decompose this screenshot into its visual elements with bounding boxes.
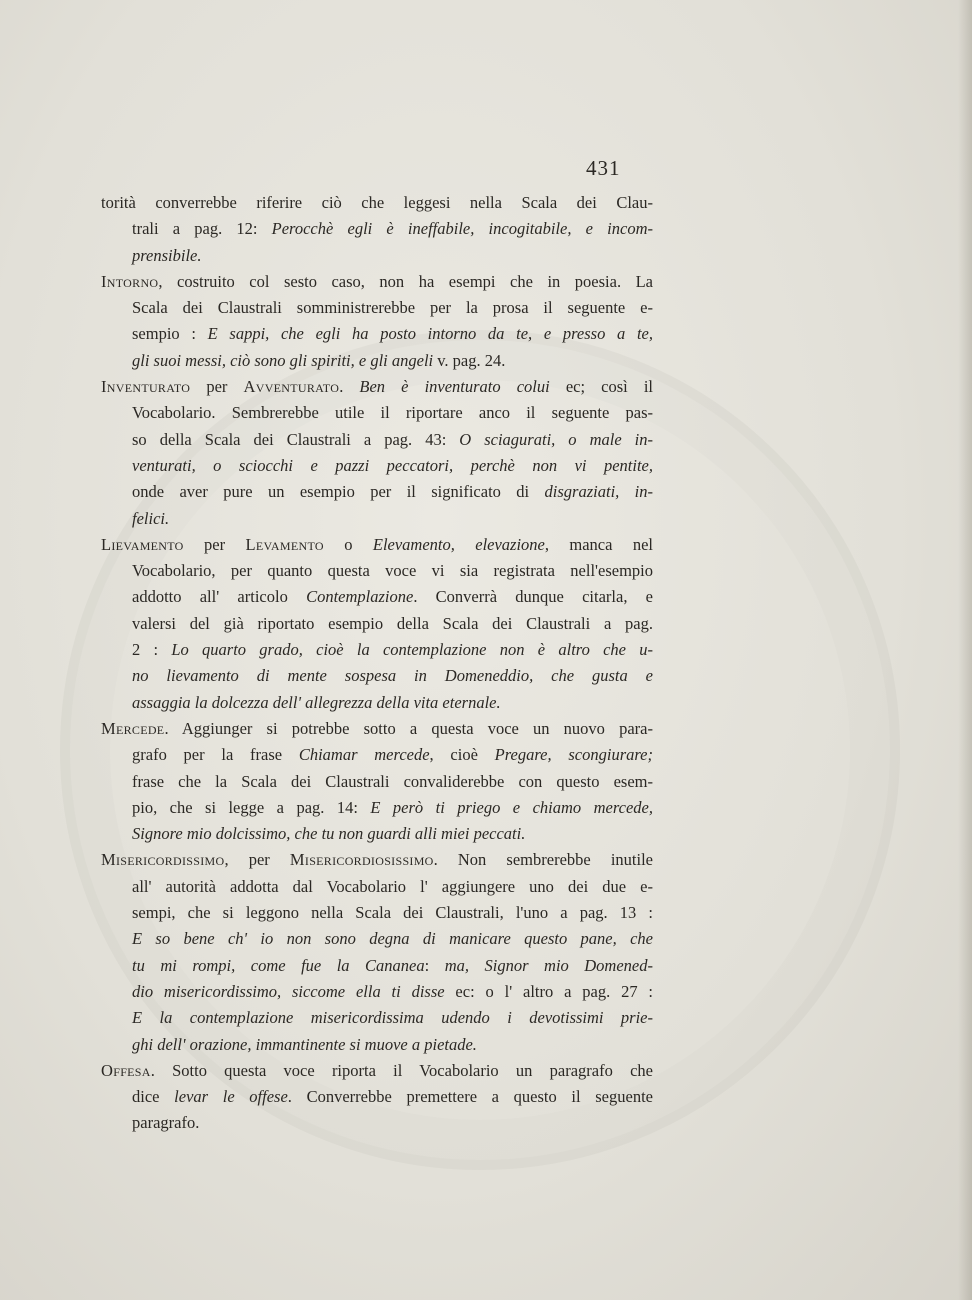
italic-quote: ghi dell' orazione, immantinente si muove a pietade. bbox=[132, 1034, 477, 1054]
italic-quote: gli suoi messi, ciò sono gli spiriti, e gli angeli bbox=[132, 350, 434, 370]
text-line bbox=[101, 953, 653, 979]
text-run: , costruito col sesto caso, non ha esempi che in poesia. La bbox=[158, 271, 653, 291]
italic-quote: levar le offese bbox=[174, 1087, 288, 1107]
italic-quote: Signore mio dolcissimo, che tu non guardi alli miei peccati. bbox=[132, 824, 526, 844]
text-run: . Sotto questa voce riporta il Vocabolario un paragrafo che bbox=[150, 1060, 653, 1080]
text-line bbox=[101, 1058, 653, 1084]
dictionary-entry bbox=[101, 269, 653, 374]
text-run: per bbox=[183, 534, 246, 554]
italic-quote: Chiamar mercede bbox=[298, 745, 430, 765]
dictionary-entry bbox=[101, 716, 653, 847]
italic-quote: Contemplazione bbox=[306, 587, 414, 607]
italic-quote: dio misericordissimo, siccome ella ti disse bbox=[132, 981, 445, 1001]
text-line bbox=[101, 900, 653, 926]
italic-quote: assaggia la dolcezza dell' allegrezza della vita eternale. bbox=[132, 692, 501, 712]
text-run: trali a pag. 12: bbox=[132, 219, 272, 239]
italic-quote: disgraziati, in- bbox=[544, 482, 653, 502]
italic-quote: tu mi rompi, come fue la Cananea bbox=[132, 955, 425, 975]
text-line bbox=[101, 532, 653, 558]
italic-quote: ma, Signor mio Domened- bbox=[444, 955, 653, 975]
text-run: ec: o l' altro a pag. 27 : bbox=[444, 981, 653, 1001]
headword: Levamento bbox=[245, 534, 324, 554]
text-run: , per bbox=[224, 850, 290, 870]
text-line bbox=[101, 506, 653, 532]
text-line bbox=[101, 453, 653, 479]
text-run: Vocabolario, per quanto questa voce vi sia registrata nell'esempio bbox=[132, 561, 653, 581]
text-line bbox=[101, 847, 653, 873]
dictionary-entry bbox=[101, 1058, 653, 1137]
dictionary-entry bbox=[101, 374, 653, 532]
text-run: 2 : bbox=[132, 640, 172, 660]
text-run: v. pag. 24. bbox=[433, 350, 506, 370]
text-line bbox=[101, 611, 653, 637]
italic-quote: prensibile. bbox=[132, 245, 202, 265]
text-line bbox=[101, 1084, 653, 1110]
text-line bbox=[101, 190, 653, 216]
text-run: . Non sembrerebbe inutile bbox=[433, 850, 653, 870]
text-line bbox=[101, 874, 653, 900]
text-line bbox=[101, 400, 653, 426]
headword: Misericordissimo bbox=[101, 850, 225, 870]
text-line bbox=[101, 821, 653, 847]
text-line bbox=[101, 1032, 653, 1058]
text-line bbox=[101, 479, 653, 505]
text-run: grafo per la frase bbox=[132, 745, 299, 765]
text-line bbox=[101, 321, 653, 347]
text-line bbox=[101, 795, 653, 821]
text-run: . bbox=[339, 377, 360, 397]
headword: Lievamento bbox=[101, 534, 184, 554]
text-run: so della Scala dei Claustrali a pag. 43: bbox=[132, 429, 460, 449]
italic-quote: Lo quarto grado, cioè la contemplazione non è altro che u- bbox=[171, 640, 653, 660]
text-line bbox=[101, 690, 653, 716]
italic-quote: felici. bbox=[132, 508, 170, 528]
headword: Intorno bbox=[101, 271, 159, 291]
text-run: dice bbox=[132, 1087, 175, 1107]
italic-quote: E la contemplazione misericordissima udendo i devotissimi prie- bbox=[132, 1008, 653, 1028]
italic-quote: no lievamento di mente sospesa in Domeneddio, che gusta e bbox=[132, 666, 653, 686]
page-edge-shadow bbox=[958, 0, 972, 1300]
text-line bbox=[101, 769, 653, 795]
text-line bbox=[101, 295, 653, 321]
text-run: torità converrebbe riferire ciò che leggesi nella Scala dei Clau- bbox=[101, 193, 653, 212]
text-line bbox=[101, 1005, 653, 1031]
text-run: . Converrà dunque citarla, e bbox=[413, 587, 653, 607]
italic-quote: venturati, o sciocchi e pazzi peccatori, perchè non vi pentite, bbox=[132, 455, 653, 475]
text-run: , cioè bbox=[429, 745, 495, 765]
text-run: , manca nel bbox=[544, 534, 653, 554]
text-line bbox=[101, 348, 653, 374]
headword: Offesa bbox=[101, 1060, 151, 1080]
text-line bbox=[101, 979, 653, 1005]
text-line bbox=[101, 374, 653, 400]
text-run: . Converrebbe premettere a questo il seguente bbox=[287, 1087, 653, 1107]
text-run: sempi, che si leggono nella Scala dei Claustrali, l'uno a pag. 13 : bbox=[132, 903, 653, 923]
text-line bbox=[101, 216, 653, 242]
text-run: valersi del già riportato esempio della Scala dei Claustrali a pag. bbox=[132, 613, 653, 633]
text-line bbox=[101, 1110, 653, 1136]
text-run: ec; così il bbox=[549, 377, 653, 397]
page-number: 431 bbox=[586, 156, 621, 180]
text-run: per bbox=[190, 377, 244, 397]
italic-quote: O sciagurati, o male in- bbox=[459, 429, 653, 449]
text-line bbox=[101, 716, 653, 742]
dictionary-entry bbox=[101, 190, 653, 269]
text-line bbox=[101, 663, 653, 689]
text-run: addotto all' articolo bbox=[132, 587, 307, 607]
text-line bbox=[101, 637, 653, 663]
text-line bbox=[101, 742, 653, 768]
italic-quote: E so bene ch' io non sono degna di manicare questo pane, che bbox=[132, 929, 653, 949]
text-run: frase che la Scala dei Claustrali convaliderebbe con questo esem- bbox=[132, 771, 653, 791]
text-line bbox=[101, 269, 653, 295]
italic-quote: E però ti priego e chiamo mercede, bbox=[370, 797, 653, 817]
text-line bbox=[101, 584, 653, 610]
headword: Avventurato bbox=[243, 377, 340, 397]
text-run: . Aggiunger si potrebbe sotto a questa voce un nuovo para- bbox=[164, 718, 653, 738]
text-run: all' autorità addotta dal Vocabolario l' aggiungere uno dei due e- bbox=[132, 876, 653, 896]
headword: Misericordiosissimo bbox=[289, 850, 434, 870]
text-run: pio, che si legge a pag. 14: bbox=[132, 797, 371, 817]
italic-quote: Pregare, scongiurare; bbox=[494, 745, 653, 765]
italic-quote: Elevamento, elevazione bbox=[372, 534, 545, 554]
text-run: paragrafo. bbox=[132, 1113, 200, 1133]
text-run: onde aver pure un esempio per il significato di bbox=[132, 482, 545, 502]
text-run: : bbox=[424, 955, 445, 975]
text-run: Vocabolario. Sembrerebbe utile il riportare anco il seguente pas- bbox=[132, 403, 653, 423]
dictionary-entry bbox=[101, 847, 653, 1057]
italic-quote: E sappi, che egli ha posto intorno da te, e presso a te, bbox=[207, 324, 654, 344]
text-run: Scala dei Claustrali somministrerebbe per la prosa il seguente e- bbox=[132, 298, 653, 318]
headword: Mercede bbox=[101, 718, 165, 738]
italic-quote: Perocchè egli è ineffabile, incogitabile, e incom- bbox=[271, 219, 653, 239]
dictionary-entry bbox=[101, 532, 653, 716]
italic-quote: Ben è inventurato colui bbox=[359, 377, 550, 397]
text-line bbox=[101, 427, 653, 453]
headword: Inventurato bbox=[101, 377, 191, 397]
text-line bbox=[101, 243, 653, 269]
text-run: o bbox=[323, 534, 373, 554]
text-run: sempio : bbox=[132, 324, 208, 344]
text-line bbox=[101, 558, 653, 584]
text-line bbox=[101, 926, 653, 952]
body-text bbox=[101, 190, 653, 1137]
